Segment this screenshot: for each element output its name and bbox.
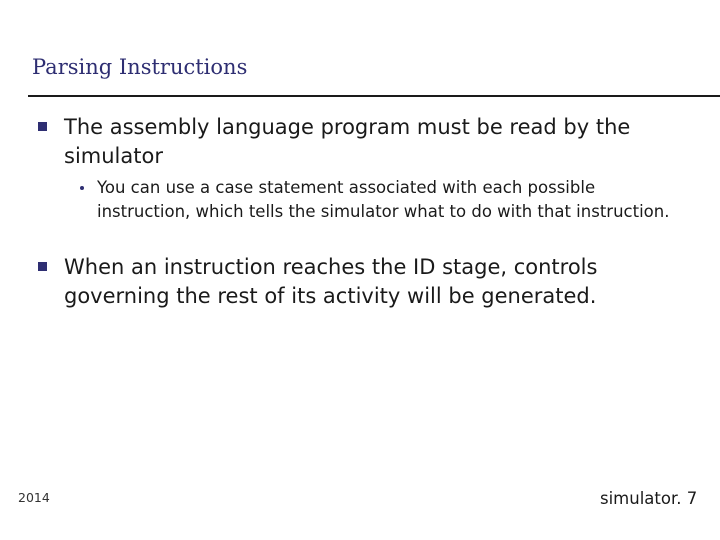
square-bullet-icon xyxy=(38,262,47,271)
bullet-item xyxy=(64,253,674,311)
sub-bullet-text: You can use a case statement associated with each possible instruction, which tells the simulator what to do with that instruction. xyxy=(97,178,670,221)
bullet-text: When an instruction reaches the ID stage, controls governing the rest of its activity will be generated. xyxy=(64,255,598,308)
footer-year: 2014 xyxy=(18,490,50,505)
sub-bullet-item xyxy=(97,176,687,224)
slide-title: Parsing Instructions xyxy=(32,55,248,79)
square-bullet-icon xyxy=(38,122,47,131)
bullet-text: The assembly language program must be read by the simulator xyxy=(64,115,631,168)
round-bullet-icon xyxy=(80,186,84,190)
footer-page-number: simulator. 7 xyxy=(600,489,698,508)
title-divider xyxy=(28,95,720,97)
bullet-item xyxy=(64,113,674,171)
